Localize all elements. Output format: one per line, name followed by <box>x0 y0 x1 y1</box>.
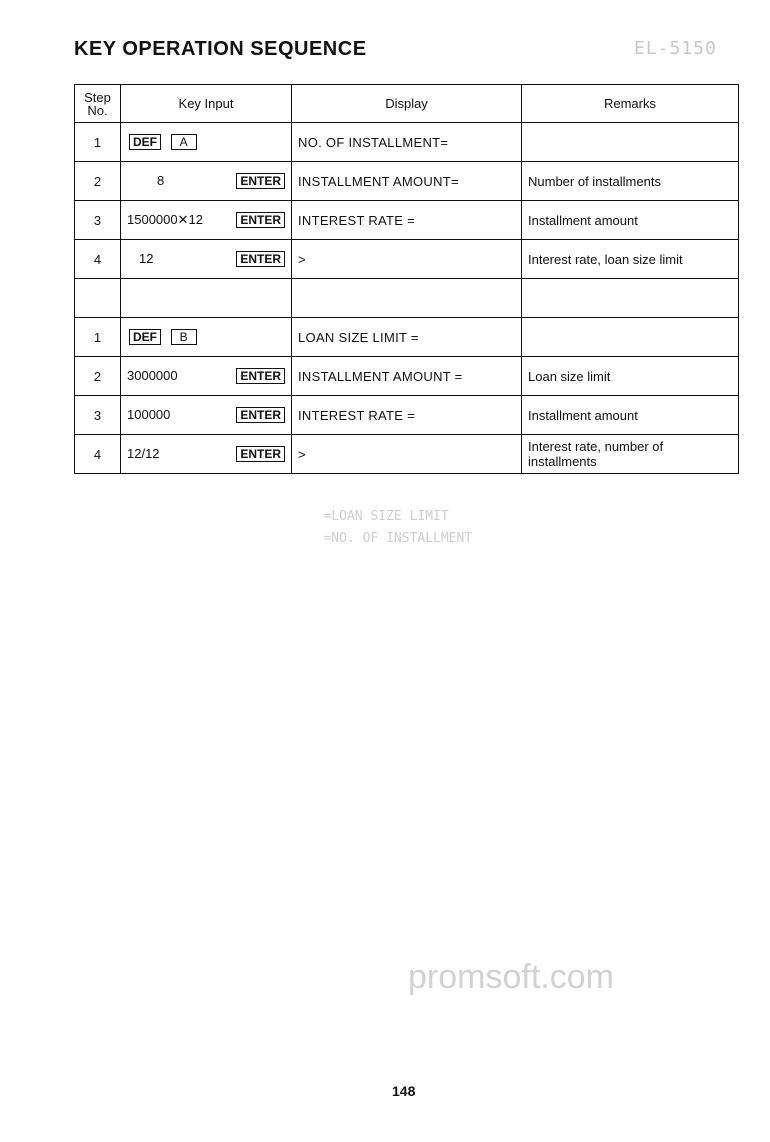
header-key-input: Key Input <box>121 85 292 123</box>
key-input-cell <box>121 396 292 435</box>
key-input-cell <box>121 201 292 240</box>
header-remarks: Remarks <box>522 85 739 123</box>
a-key: A <box>171 134 197 150</box>
table-header-row <box>75 85 739 123</box>
remarks-text: Interest rate, number of installments <box>522 435 739 474</box>
table-row <box>75 240 739 279</box>
key-input-value: 12/12 <box>127 446 160 461</box>
display-text: NO. OF INSTALLMENT= <box>292 123 522 162</box>
step-number: 3 <box>75 396 121 435</box>
def-key: DEF <box>129 134 161 150</box>
display-text: INTEREST RATE = <box>292 201 522 240</box>
printout-bleedthrough <box>300 506 600 550</box>
display-text: LOAN SIZE LIMIT = <box>292 318 522 357</box>
key-input-value: 8 <box>157 173 165 188</box>
remarks-text <box>522 318 739 357</box>
enter-key: ENTER <box>236 212 285 228</box>
key-input-value: 1500000✕12 <box>127 212 203 227</box>
def-key: DEF <box>129 329 161 345</box>
key-input-value: 3000000 <box>127 368 178 383</box>
key-input-cell <box>121 435 292 474</box>
table-row <box>75 123 739 162</box>
display-text: > <box>292 240 522 279</box>
step-number: 1 <box>75 318 121 357</box>
b-key: B <box>171 329 197 345</box>
watermark: promsoft.com <box>408 958 614 996</box>
printout-line: =LOAN SIZE LIMIT <box>300 509 449 524</box>
remarks-text <box>522 123 739 162</box>
key-input-cell <box>121 162 292 201</box>
key-input-cell <box>121 357 292 396</box>
enter-key: ENTER <box>236 407 285 423</box>
blank-cell <box>292 279 522 318</box>
remarks-text: Number of installments <box>522 162 739 201</box>
page-number: 148 <box>392 1083 416 1099</box>
table-row <box>75 318 739 357</box>
table-row <box>75 396 739 435</box>
display-text: > <box>292 435 522 474</box>
header-display: Display <box>292 85 522 123</box>
step-number: 4 <box>75 435 121 474</box>
key-input-value: 100000 <box>127 407 171 422</box>
printout-line: =NO. OF INSTALLMENT <box>300 531 473 546</box>
display-text: INSTALLMENT AMOUNT = <box>292 357 522 396</box>
table-row <box>75 162 739 201</box>
enter-key: ENTER <box>236 446 285 462</box>
display-text: INSTALLMENT AMOUNT= <box>292 162 522 201</box>
key-input-cell <box>121 123 292 162</box>
step-number: 2 <box>75 162 121 201</box>
remarks-text: Interest rate, loan size limit <box>522 240 739 279</box>
enter-key: ENTER <box>236 173 285 189</box>
blank-cell <box>522 279 739 318</box>
header-step: Step No. <box>75 85 121 123</box>
step-number: 2 <box>75 357 121 396</box>
remarks-text: Installment amount <box>522 201 739 240</box>
header-model-label: EL-5150 <box>634 38 717 59</box>
display-text: INTEREST RATE = <box>292 396 522 435</box>
page-title: KEY OPERATION SEQUENCE <box>74 38 367 60</box>
blank-cell <box>75 279 121 318</box>
key-input-value: 12 <box>139 251 154 266</box>
blank-cell <box>121 279 292 318</box>
step-number: 4 <box>75 240 121 279</box>
table-row <box>75 435 739 474</box>
enter-key: ENTER <box>236 368 285 384</box>
key-input-cell <box>121 240 292 279</box>
step-number: 3 <box>75 201 121 240</box>
table-row <box>75 201 739 240</box>
key-operation-table <box>74 84 739 474</box>
table-row-blank <box>75 279 739 318</box>
step-number: 1 <box>75 123 121 162</box>
remarks-text: Installment amount <box>522 396 739 435</box>
enter-key: ENTER <box>236 251 285 267</box>
key-input-cell <box>121 318 292 357</box>
table-row <box>75 357 739 396</box>
remarks-text: Loan size limit <box>522 357 739 396</box>
